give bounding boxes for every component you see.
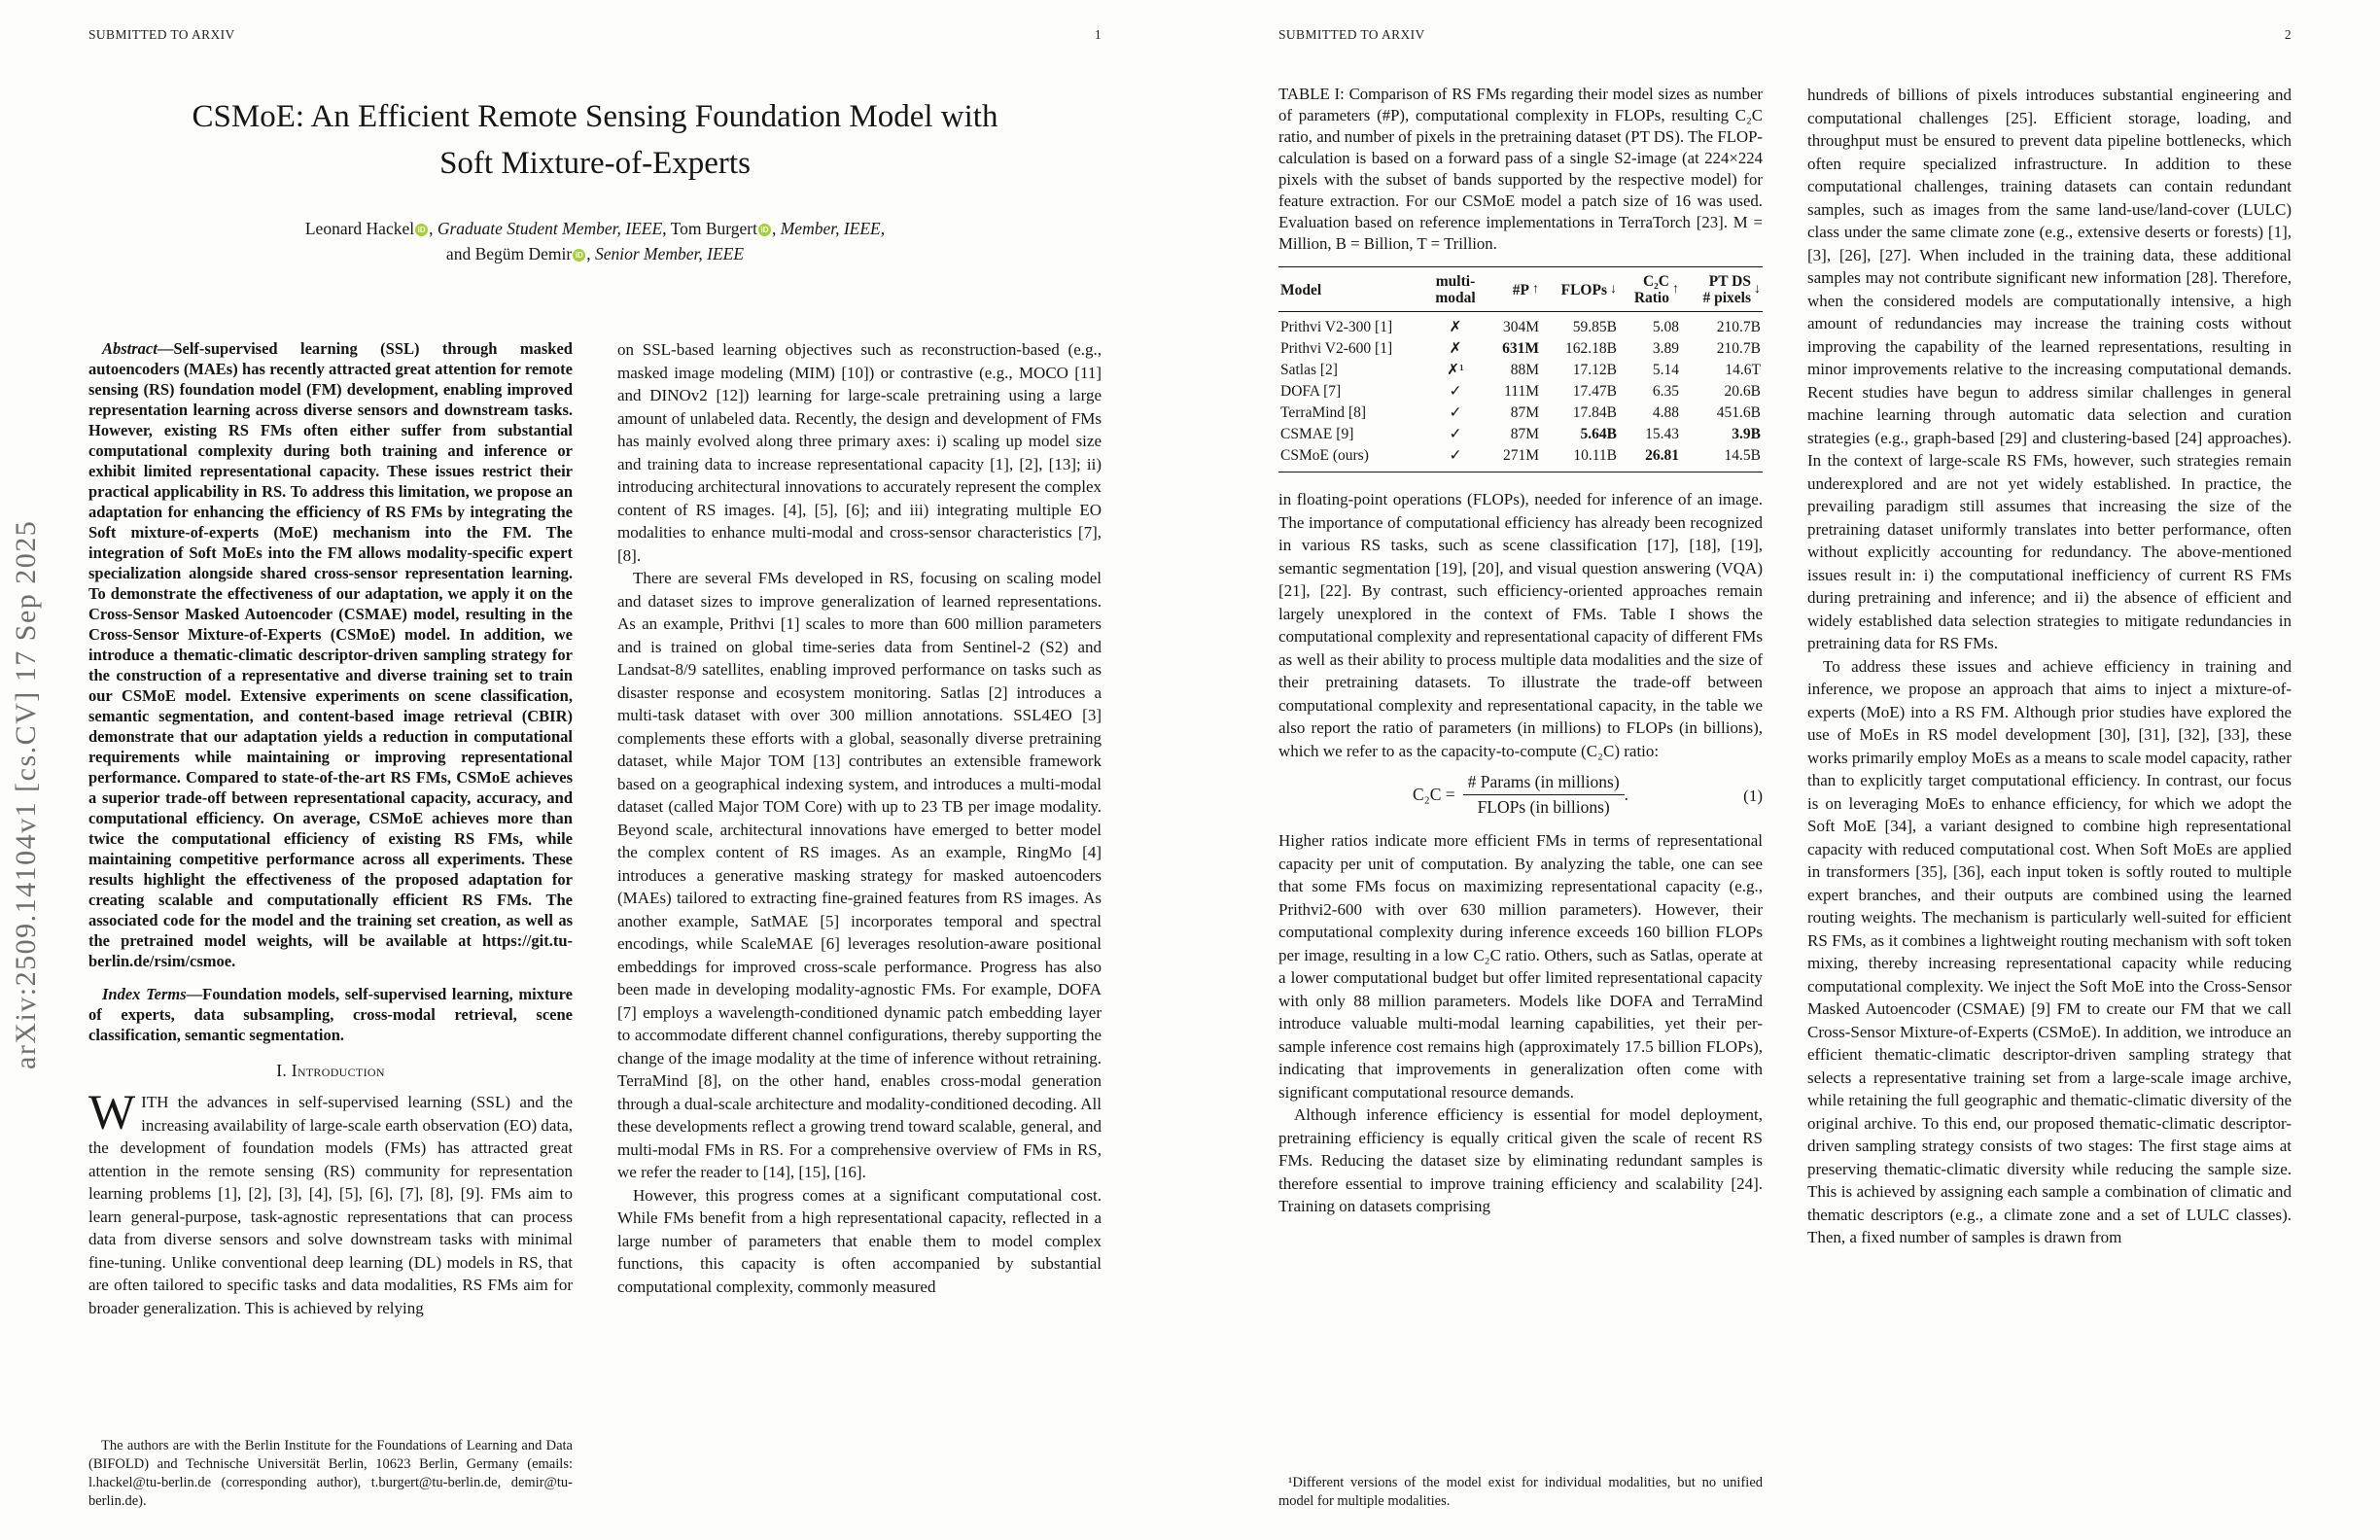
footnote-1: ¹Different versions of the model exist for individual modalities, but no unified model for multiple modalities. bbox=[1278, 1475, 1763, 1509]
table-1-header: Model multi- modal #P ↑ FLOPs ↓ C₂C Ratio ↑ PT DS # pixels ↓ bbox=[1278, 267, 1763, 312]
index-terms-label: Index Terms bbox=[102, 985, 187, 1003]
paper-title: CSMoE: An Efficient Remote Sensing Foundation Model with Soft Mixture-of-Experts bbox=[192, 99, 998, 181]
abstract-text: —Self-supervised learning (SSL) through masked autoencoders (MAEs) has recently attracted great attention for remote sensing (RS) foundation model (FM) development, enabling improved representation learning across diverse sensors and downstream tasks. However, existing RS FMs often either suffer from substantial computational complexity during both training and inference or exhibit limited representational capacity. These issues restrict their practical applicability in RS. To address this limitation, we propose an adaptation for enhancing the efficiency of RS FMs by integrating the Soft mixture-of-experts (MoE) mechanism into the FM. The integration of Soft MoEs into the FM allows modality-specific expert specialization alongside shared cross-sensor representation learning. To demonstrate the effectiveness of our adaptation, we apply it on the Cross-Sensor Masked Autoencoder (CSMAE) model, resulting in the Cross-Sensor Mixture-of-Experts (CSMoE) model. In addition, we introduce a thematic-climatic descriptor-driven sampling strategy for the construction of a representative and diverse training set to train our CSMoE model. Extensive experiments on scene classification, semantic segmentation, and content-based image retrieval (CBIR) demonstrate that our adaptation yields a reduction in computational requirements while maintaining or improving representational performance. Compared to state-of-the-art RS FMs, CSMoE achieves a superior trade-off between representational capacity, accuracy, and computational efficiency. On average, CSMoE achieves more than twice the computational efficiency of existing RS FMs, while maintaining competitive performance across all experiments. These results highlight the effectiveness of the proposed adaptation for creating scalable and computationally efficient RS FMs. The associated code for the model and the training set creation, as well as the pretrained model weights, will be available at https://git.tu-berlin.de/rsim/csmoe. bbox=[88, 339, 573, 970]
check-icon: ✓ bbox=[1449, 404, 1462, 421]
page-number: 1 bbox=[1094, 27, 1102, 42]
table-row: DOFA [7] ✓ 111M 17.47B 6.35 20.6B bbox=[1278, 381, 1763, 402]
down-arrow-icon: ↓ bbox=[1610, 282, 1617, 297]
page-2 bbox=[1190, 0, 2380, 1540]
author: Tom Burgert iD , Member, IEEE, bbox=[670, 219, 886, 238]
check-icon: ✓ bbox=[1449, 383, 1462, 400]
paragraph: on SSL-based learning objectives such as reconstruction-based (e.g., masked image modeling (MIM) [10]) or contrastive (e.g., MOCO [11] and DINOv2 [12]) learning for large-scale pretraining using a large amount of unlabeled data. Recently, the design and development of FMs has mainly evolved along three primary axes: i) scaling up model size and training data to increase representational capacity [1], [2], [13]; ii) introducing architectural innovations to accurately represent the complex content of RS images. [4], [5], [6]; and iii) integrating multiple EO modalities to enhance multi-modal and cross-sensor characteristics [7], [8]. bbox=[617, 340, 1102, 565]
down-arrow-icon: ↓ bbox=[1754, 282, 1761, 297]
table-row: Satlas [2] ✗¹ 88M 17.12B 5.14 14.6T bbox=[1278, 360, 1763, 381]
author: and Begüm Demir iD , Senior Member, IEEE bbox=[445, 244, 745, 263]
page-1-right-column bbox=[617, 338, 1102, 1511]
authors-line-1 bbox=[58, 216, 1132, 241]
running-head bbox=[1278, 27, 2292, 43]
paragraph: However, this progress comes at a significant computational cost. While FMs benefit from a high representational capacity, reflected in a large number of parameters that enable them to model complex functions, this capacity is often accompanied by substantial computational complexity, commonly measured bbox=[617, 1185, 1102, 1296]
running-head bbox=[88, 27, 1102, 43]
table-1-caption: TABLE I: Comparison of RS FMs regarding their model sizes as number of parameters (#P), computational complexity in FLOPs, resulting C₂C ratio, and number of pixels in the pretraining dataset (PT DS). The FLOP-calculation is based on a forward pass of a single S2-image (at 224×224 pixels with the subset of bands supported by the respective model) for feature extraction. For our CSMoE model a patch size of 16 was used. Evaluation based on reference implementations in TerraTorch [23]. M = Million, B = Billion, T = Trillion. bbox=[1278, 85, 1763, 253]
table-row: Prithvi V2-300 [1] ✗ 304M 59.85B 5.08 210.7B bbox=[1278, 312, 1763, 338]
authors-block bbox=[58, 216, 1132, 266]
table-row: CSMoE (ours) ✓ 271M 10.11B 26.81 14.5B bbox=[1278, 445, 1763, 472]
intro-paragraph bbox=[88, 1086, 573, 1319]
author-name: Leonard Hackel bbox=[304, 219, 415, 238]
check-icon: ✓ bbox=[1449, 426, 1462, 442]
title-block bbox=[58, 93, 1132, 266]
author-role: Graduate Student Member, IEEE bbox=[437, 219, 663, 238]
paragraph: To address these issues and achieve efficiency in training and inference, we propose an approach that aims to inject a mixture-of-experts (MoE) into a RS FM. Although prior studies have explored the use of MoEs in RS model development [30], [31], [32], [33], these works primarily employ MoEs as a means to scale model capacity, rather than to explicitly target computational efficiency. In contrast, our focus is on leveraging MoEs to enhance efficiency, for which we adopt the Soft MoE [34], a variant designed to combine high representational capacity with reduced computational cost. When Soft MoEs are applied in transformers [35], [36], each input token is softly routed to multiple expert branches, and their outputs are combined using the learned routing weights. The mechanism is particularly well-suited for efficient RS FMs, as it combines a lightweight routing mechanism with soft token mixing, thereby increasing representational capacity while reducing computational complexity. We inject the Soft MoE into the Cross-Sensor Masked Autoencoder (CSMAE) [9] FM to create our FM that we call Cross-Sensor Mixture-of-Experts (CSMoE). In addition, we introduce an efficient thematic-climatic descriptor-driven sampling strategy that selects a representative training set from a large-scale image archive, while retaining the full geographic and thematic-climatic diversity of the original archive. To this end, our proposed thematic-climatic descriptor-driven sampling strategy consists of two stages: The first stage aims at preserving thematic-climatic diversity while reducing the sample size. This is achieved by assigning each sample a combination of climatic and thematic descriptors (e.g., a climate zone and a set of LULC classes). Then, a fixed number of samples is drawn from bbox=[1807, 656, 2292, 1246]
check-icon: ✓ bbox=[1449, 447, 1462, 464]
index-terms-text: —Foundation models, self-supervised learning, mixture of experts, data subsampling, cross-modal retrieval, scene classification, semantic segmentation. bbox=[88, 985, 573, 1044]
section-heading-introduction: I. Introduction bbox=[276, 1061, 385, 1080]
equation-number: (1) bbox=[1743, 786, 1763, 805]
author-footnote: The authors are with the Berlin Institute for the Foundations of Learning and Data (BIFOLD) and Technische Universität Berlin, 10623 Berlin, Germany (emails: l.hackel@tu-berlin.de (corresponding author), t.burgert@tu-berlin.de, demir@tu-berlin.de). bbox=[88, 1438, 573, 1509]
table-row: CSMAE [9] ✓ 87M 5.64B 15.43 3.9B bbox=[1278, 424, 1763, 445]
equation-1: C₂C = $\frac{\text{\# Params (in millions)}}{\text{FLOPs (in billions)}}$ . (1) bbox=[1412, 772, 1763, 817]
page-2-columns bbox=[1278, 84, 2292, 1511]
paragraph: in floating-point operations (FLOPs), needed for inference of an image. The importance of computational efficiency has already been recognized in various RS tasks, such as scene classification [17], [18], [19], semantic segmentation [19], [20], and visual question answering (VQA) [21], [22]. By contrast, such efficiency-oriented approaches remain largely unexplored in the context of FMs. Table I shows the computational complexity and representational capacity of different FMs as well as their ability to process multiple data modalities and the size of their pretraining datasets. To illustrate the trade-off between computational complexity and representational capacity, in the table we also report the ratio of parameters (in millions) to FLOPs (in billions), which we refer to as the capacity-to-compute (C₂C) ratio: bbox=[1278, 490, 1763, 760]
intro-text: the advances in self-supervised learning (SSL) and the increasing availability of large-scale earth observation (EO) data, the development of foundation models (FMs) has attracted great attention in the remote sensing (RS) community for representation learning problems [1], [2], [3], [4], [5], [6], [7], [8], [9]. FMs aim to learn general-purpose, task-agnostic representations that can process data from diverse sensors and solve downstream tasks with minimal fine-tuning. Unlike conventional deep learning (DL) models in RS, that are often tailored to specific tasks and data modalities, RS FMs aim for broader generalization. This is achieved by relying bbox=[88, 1093, 573, 1317]
abstract bbox=[88, 338, 573, 971]
author-role: Senior Member, IEEE bbox=[594, 244, 745, 263]
paragraph: hundreds of billions of pixels introduces substantial engineering and computational challenges [25]. Efficient storage, loading, and throughput must be ensured to prevent data pipeline bottlenecks, which often require specialized infrastructure. In addition to these computational challenges, training datasets can contain redundant samples, such as images from the same land-use/land-cover (LULC) class under the same climate zone (e.g., extensive deserts or forests) [1], [3], [26], [27]. When included in the training data, these additional samples may not contribute significant new information [28]. Therefore, when the considered models are computationally intensive, a high amount of redundancies may increase the training costs without improving the capability of the learned representations, resulting in minor improvements relative to the increasing computational demands. Recent studies have begun to address similar challenges in general machine learning through automatic data selection and curation strategies (e.g., graph-based [29] and clustering-based [24] approaches). In the context of large-scale RS FMs, however, such strategies remain underexplored and are not yet widely established. In practice, the prevailing paradigm still assumes that increasing the size of the pretraining dataset uniformly translates into better performance, often without explicitly accounting for redundancy. The above-mentioned issues result in: i) the computational inefficiency of current RS FMs during pretraining and inference; and ii) the absence of efficient and widely established data selection strategies to mitigate redundancies in pretraining data for RS FMs. bbox=[1807, 86, 2292, 652]
paragraph: Higher ratios indicate more efficient FMs in terms of representational capacity per unit of computation. By analyzing the table, one can see that some FMs focus on maximizing representational capacity (e.g., Prithvi2-600 with over 630 million parameters). However, their computational complexity during inference exceeds 160 billion FLOPs per image, resulting in a low C₂C ratio. Others, such as Satlas, operate at a lower computational budget but offer limited representational capacity with only 88 million parameters. Models like DOFA and TerraMind introduce valuable multi-modal learning capabilities, yet their per-sample inference cost remains high (approximately 17.5 billion FLOPs), indicating that improvements in generalization often come with significant computational resource demands. bbox=[1278, 831, 1763, 1102]
page-1-left-column bbox=[88, 338, 573, 1511]
intro-dropcap: W bbox=[88, 1086, 136, 1140]
author-name: Tom Burgert bbox=[670, 219, 757, 238]
page-2-right-column bbox=[1807, 84, 2292, 1511]
paragraph: There are several FMs developed in RS, focusing on scaling model and dataset sizes to improve generalization of learned representations. As an example, Prithvi [1] scales to more than 600 million parameters and is trained on global time-series data from Sentinel-2 (S2) and Landsat-8/9 satellites, enabling improved performance on tasks such as disaster response and ecosystem monitoring. Satlas [2] introduces a multi-task dataset with over 300 million annotations. SSL4EO [3] complements these efforts with a global, seasonally diverse pretraining dataset, while Major TOM [13] contributes an extensible framework based on a geographical indexing system, and introduces a multi-modal dataset (called Major TOM Core) with up to 23 TB per image modality. Beyond scale, architectural innovations have emerged to better model the complex content of RS images. As an example, RingMo [4] introduces a generative masking strategy for masked autoencoders (MAEs) tailored to extracting fine-grained features from RS images. As another example, SatMAE [5] incorporates temporal and spectral encodings, while ScaleMAE [6] leverages resolution-aware positional embeddings for improved cross-scale performance. Progress has also been made in developing modality-agnostic FMs. For example, DOFA [7] employs a wavelength-conditioned dynamic patch embedding layer to accommodate different channel configurations, thereby supporting the change of the image modality at the time of inference without retraining. TerraMind [8], on the other hand, enables cross-modal generation through a dual-scale architecture and modality-conditioned decoding. All these developments reflect a growing trend toward scalable, general, and multi-modal FMs in RS. For a comprehensive overview of FMs in RS, we refer the reader to [14], [15], [16]. bbox=[617, 569, 1102, 1181]
running-head-text: SUBMITTED TO ARXIV bbox=[1278, 27, 1425, 42]
equation-lhs: C₂C = bbox=[1412, 785, 1455, 804]
page-number: 2 bbox=[2284, 27, 2292, 42]
authors-line-2 bbox=[58, 241, 1132, 266]
table-1 bbox=[1278, 266, 1763, 472]
up-arrow-icon: ↑ bbox=[1672, 282, 1679, 297]
cross-icon: ✗¹ bbox=[1447, 362, 1464, 378]
table-row: Prithvi V2-600 [1] ✗ 631M 162.18B 3.89 210.7B bbox=[1278, 338, 1763, 360]
intro-lead: ITH bbox=[141, 1093, 169, 1111]
author-role: Member, IEEE bbox=[780, 219, 881, 238]
arxiv-watermark: arXiv:2509.14104v1 [cs.CV] 17 Sep 2025 bbox=[10, 519, 42, 1069]
page-2-left-column bbox=[1278, 84, 1763, 1511]
cross-icon: ✗ bbox=[1449, 319, 1462, 335]
table-row: TerraMind [8] ✓ 87M 17.84B 4.88 451.6B bbox=[1278, 402, 1763, 424]
orcid-icon: iD bbox=[758, 224, 771, 236]
running-head-text: SUBMITTED TO ARXIV bbox=[88, 27, 235, 42]
index-terms bbox=[88, 984, 573, 1045]
col-header-model: Model bbox=[1280, 281, 1322, 298]
author-name: Begüm Demir bbox=[474, 244, 573, 263]
paragraph: Although inference efficiency is essential for model deployment, pretraining efficiency is equally critical given the scale of recent RS FMs. Reducing the dataset size by eliminating redundant samples is therefore essential to improve training efficiency and scalability [24]. Training on datasets comprising bbox=[1278, 1105, 1763, 1215]
orcid-icon: iD bbox=[573, 249, 585, 262]
abstract-label: Abstract bbox=[102, 339, 158, 358]
author: Leonard Hackel iD , Graduate Student Member, IEEE, bbox=[304, 219, 671, 238]
up-arrow-icon: ↑ bbox=[1532, 282, 1539, 297]
orcid-icon: iD bbox=[415, 224, 428, 236]
cross-icon: ✗ bbox=[1449, 340, 1462, 357]
page-1-columns bbox=[88, 338, 1102, 1511]
equation-fraction: $\frac{\text{\# Params (in millions)}}{\text{FLOPs (in billions)}}$ bbox=[1463, 772, 1625, 818]
